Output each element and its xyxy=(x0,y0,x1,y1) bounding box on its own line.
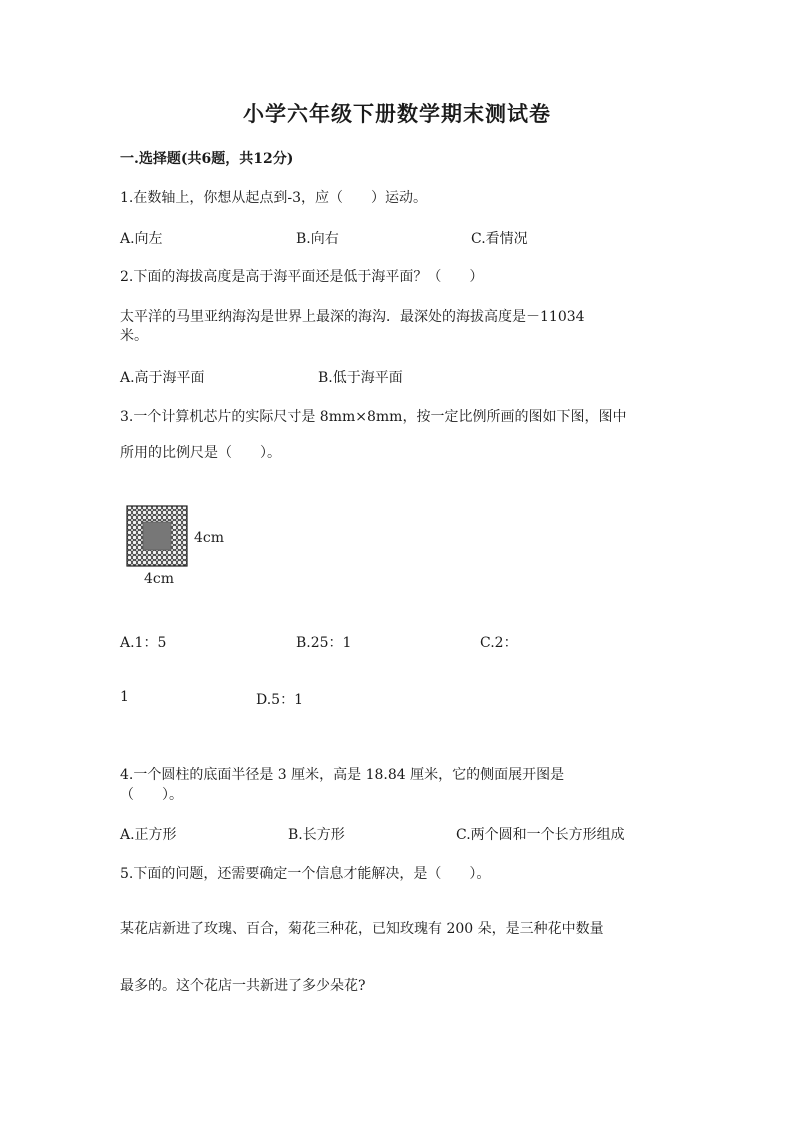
question-2-description-line-1: 太平洋的马里亚纳海沟是世界上最深的海沟．最深处的海拔高度是－11034 xyxy=(120,309,585,325)
question-1-option-b: B.向右 xyxy=(296,231,339,247)
question-3-option-d: D.5：1 xyxy=(256,692,303,708)
question-1-text: 1.在数轴上，你想从起点到-3，应（ ）运动。 xyxy=(120,190,427,206)
chip-scale-figure xyxy=(122,500,242,590)
question-3-option-c: C.2： xyxy=(480,635,518,651)
chip-core xyxy=(143,522,171,550)
question-2-text: 2.下面的海拔高度是高于海平面还是低于海平面？（ ） xyxy=(120,269,484,285)
question-4-text-line-2: （ ）。 xyxy=(120,787,183,803)
figure-right-label: 4cm xyxy=(194,530,225,546)
question-5-description-line-2: 最多的。这个花店一共新进了多少朵花? xyxy=(120,978,366,994)
question-4-text-line-1: 4.一个圆柱的底面半径是 3 厘米，高是 18.84 厘米，它的侧面展开图是 xyxy=(120,767,565,783)
section-heading: 一.选择题(共6题，共12分) xyxy=(120,151,294,167)
question-3-text-line-2: 所用的比例尺是（ ）。 xyxy=(120,445,281,461)
question-4-option-b: B.长方形 xyxy=(288,827,345,843)
question-3-option-a: A.1：5 xyxy=(120,635,167,651)
question-2-description-line-2: 米。 xyxy=(120,328,148,344)
question-5-text: 5.下面的问题，还需要确定一个信息才能解决，是（ ）。 xyxy=(120,866,491,882)
question-2-option-a: A.高于海平面 xyxy=(120,370,205,386)
question-1-option-c: C.看情况 xyxy=(471,231,528,247)
question-3-option-c-continued: 1 xyxy=(120,689,129,705)
page-title: 小学六年级下册数学期末测试卷 xyxy=(243,101,551,126)
question-3-text-line-1: 3.一个计算机芯片的实际尺寸是 8mm×8mm，按一定比例所画的图如下图，图中 xyxy=(120,409,627,425)
figure-bottom-label: 4cm xyxy=(144,571,175,587)
question-5-description-line-1: 某花店新进了玫瑰、百合，菊花三种花，已知玫瑰有 200 朵，是三种花中数量 xyxy=(120,921,604,937)
question-3-option-b: B.25：1 xyxy=(296,635,352,651)
question-2-option-b: B.低于海平面 xyxy=(318,370,403,386)
question-4-option-a: A.正方形 xyxy=(120,827,177,843)
question-4-option-c: C.两个圆和一个长方形组成 xyxy=(456,827,625,843)
question-1-option-a: A.向左 xyxy=(120,231,163,247)
